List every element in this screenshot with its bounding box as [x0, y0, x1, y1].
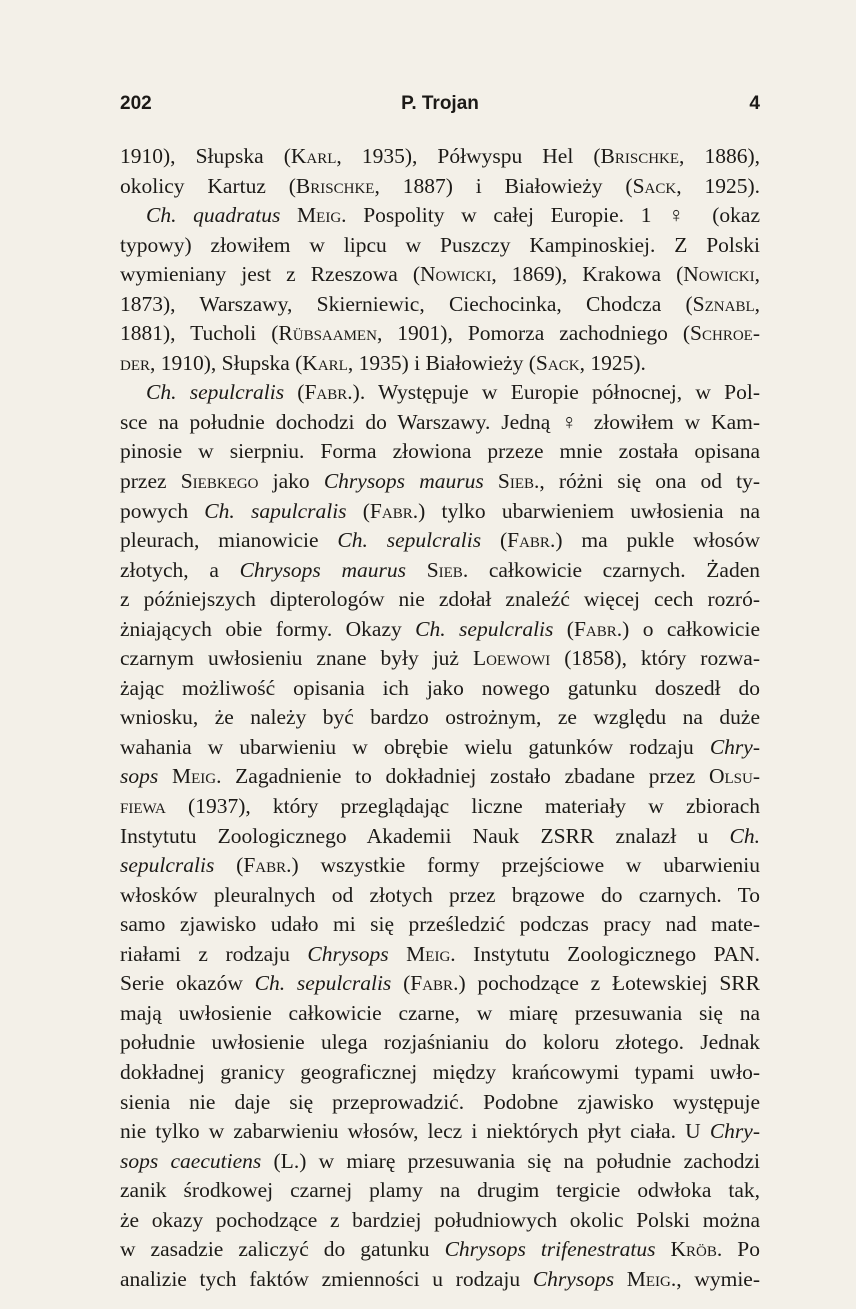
- text-span: (: [214, 853, 244, 878]
- text-span: . całkowicie czarnych. Żaden: [462, 557, 761, 582]
- page-number: 202: [120, 93, 152, 114]
- text-span: jako: [258, 469, 324, 494]
- text-span: [484, 469, 498, 493]
- text-span: , 1886),: [679, 144, 760, 168]
- italic-text: Chrysops: [532, 1266, 615, 1291]
- author-name: Rübsaamen: [278, 321, 377, 346]
- author-name: Kröb: [670, 1237, 717, 1262]
- text-span: dokładnej granicy geograficznej między krańcowymi typami uwło-: [120, 1059, 760, 1084]
- author-name: Schroe-: [690, 321, 760, 346]
- text-line: [120, 615, 760, 645]
- text-line: [120, 1235, 760, 1265]
- text-line: [120, 1058, 760, 1088]
- text-span: analizie tych faktów zmienności u rodzaju: [120, 1266, 533, 1291]
- text-span: (1937), który przeglądając liczne materiały w zbiorach: [165, 794, 760, 819]
- text-span: Instytutu Zoologicznego Akademii Nauk ZSRR znalazł u: [120, 823, 730, 848]
- text-line: [120, 1206, 760, 1236]
- text-line: [120, 969, 760, 999]
- text-line: [120, 822, 760, 852]
- text-line: [120, 378, 760, 408]
- text-span: [656, 1237, 671, 1261]
- text-span: złotych, a: [120, 557, 240, 582]
- text-line: [120, 762, 760, 792]
- text-line: [120, 644, 760, 674]
- author-name: der: [120, 350, 150, 375]
- text-span: (: [481, 528, 508, 553]
- text-span: 1910), Słupska (: [120, 144, 291, 168]
- text-line: [120, 201, 760, 231]
- text-span: pleurach, mianowicie: [120, 528, 338, 553]
- text-span: .) wszystkie formy przejściowe w ubarwieniu: [286, 853, 760, 878]
- text-span: włosków pleuralnych od złotych przez brązowe do czarnych. To: [120, 882, 760, 907]
- text-span: 1881), Tucholi (: [120, 321, 279, 346]
- text-span: zanik środkowej czarnej plamy na drugim tergicie odwłoka tak,: [120, 1178, 760, 1203]
- text-span: 1873), Warszawy, Skierniewic, Ciechocinka, Chodcza (: [120, 291, 693, 316]
- author-name: Meig: [626, 1266, 671, 1291]
- author-name: Sieb: [426, 557, 463, 582]
- author-name: Fabr: [304, 380, 348, 405]
- text-span: , 1910), Słupska (: [150, 350, 303, 375]
- text-span: . Po: [716, 1237, 760, 1262]
- italic-text: sops: [120, 764, 159, 789]
- author-name: Fabr: [573, 616, 617, 641]
- author-name: Karl: [290, 144, 337, 168]
- text-span: (: [553, 616, 574, 641]
- text-line: [120, 290, 760, 320]
- text-line: [120, 792, 760, 822]
- author-name: Fabr: [243, 853, 287, 878]
- author-name: Brischke: [600, 144, 680, 168]
- text-span: (: [346, 498, 370, 523]
- italic-text: Ch. sepulcralis: [415, 616, 554, 641]
- italic-text: sepulcralis: [120, 853, 215, 878]
- text-span: .) pochodzące z Łotewskiej SRR: [453, 971, 760, 996]
- italic-text: Chry-: [709, 1119, 760, 1144]
- text-span: . Zagadnienie to dokładniej zostało zbadane przez: [216, 764, 709, 789]
- text-span: w zasadzie zaliczyć do gatunku: [120, 1237, 445, 1262]
- text-span: (: [284, 380, 305, 405]
- text-line: [120, 408, 760, 438]
- text-span: [158, 764, 172, 788]
- text-span: wahania w ubarwieniu w obrębie wielu gatunków rodzaju: [120, 734, 710, 759]
- text-line: [120, 585, 760, 615]
- author-name: Loewowi: [472, 646, 551, 671]
- text-span: riałami z rodzaju: [120, 941, 308, 966]
- text-span: .) tylko ubarwieniem uwłosienia na: [412, 498, 760, 523]
- text-line: [120, 556, 760, 586]
- author-name: Meig: [406, 941, 451, 966]
- text-line: [120, 703, 760, 733]
- text-span: ., różni się ona od ty-: [534, 469, 760, 494]
- text-span: czarnym uwłosieniu znane były już: [120, 646, 473, 671]
- text-span: [406, 558, 427, 582]
- text-span: , 1935) i Białowieży (: [347, 350, 536, 375]
- running-header: [120, 93, 760, 121]
- text-span: z późniejszych dipterologów nie zdołał znaleźć więcej cech rozró-: [120, 587, 760, 612]
- text-line: [120, 260, 760, 290]
- author-name: Nowicki: [683, 262, 755, 287]
- text-span: przez: [120, 469, 181, 494]
- text-line: [120, 172, 760, 202]
- text-line: [120, 940, 760, 970]
- text-span: , 1925).: [676, 173, 760, 198]
- text-span: (: [391, 971, 411, 996]
- text-line: [120, 497, 760, 527]
- text-span: , 1869), Krakowa (: [491, 262, 684, 287]
- italic-text: Ch.: [729, 823, 760, 848]
- text-line: [120, 881, 760, 911]
- text-span: .) ma pukle włosów: [549, 528, 760, 553]
- text-span: mają uwłosienie całkowicie czarne, w miarę przesuwania się na: [120, 1000, 760, 1025]
- text-span: sienia nie daje się przeprowadzić. Podobne zjawisko występuje: [120, 1089, 760, 1114]
- text-line: [120, 1117, 760, 1147]
- author-name: Fabr: [507, 528, 550, 553]
- author-name: Olsu-: [708, 764, 761, 789]
- author-name: Sieb: [497, 469, 534, 494]
- text-span: wniosku, że należy być bardzo ostrożnym, ze względu na duże: [120, 705, 760, 730]
- text-span: Serie okazów: [120, 971, 255, 996]
- text-line: [120, 1028, 760, 1058]
- text-span: , 1935), Półwyspu Hel (: [336, 144, 601, 168]
- author-name: Sznabl: [692, 291, 755, 316]
- text-span: okolicy Kartuz (: [120, 173, 296, 198]
- text-span: [614, 1267, 627, 1291]
- text-line: [120, 1176, 760, 1206]
- text-span: samo zjawisko udało mi się prześledzić podczas pracy nad mate-: [120, 912, 760, 937]
- text-span: , 1901), Pomorza zachodniego (: [376, 321, 691, 346]
- text-span: powych: [120, 498, 205, 523]
- text-line: [120, 733, 760, 763]
- author-name: Sack: [632, 173, 677, 198]
- italic-text: Ch. quadratus: [146, 203, 281, 228]
- author-name: Meig: [171, 764, 217, 789]
- text-span: że okazy pochodzące z bardziej południowych okolic Polski można: [120, 1207, 760, 1232]
- text-span: [389, 942, 407, 966]
- text-span: . Instytutu Zoologicznego PAN.: [450, 941, 760, 966]
- text-span: ., wymie-: [670, 1266, 761, 1291]
- text-line: [120, 467, 760, 497]
- text-line: [120, 231, 760, 261]
- italic-text: Chrysops maurus: [323, 469, 484, 494]
- text-span: typowy) złowiłem w lipcu w Puszczy Kampinoskiej. Z Polski: [120, 232, 760, 257]
- text-span: (1858), który rozwa-: [550, 646, 760, 671]
- text-span: [280, 203, 297, 227]
- text-line: [120, 1147, 760, 1177]
- text-line: [120, 851, 760, 881]
- text-span: . Pospolity w całej Europie. 1 ♀ (okaz: [341, 203, 760, 228]
- text-line: [120, 349, 760, 379]
- author-name: fiewa: [120, 794, 166, 819]
- author-name: Nowicki: [420, 262, 492, 287]
- author-name: Sack: [535, 350, 580, 375]
- author-name: Fabr: [369, 498, 413, 523]
- text-span: ,: [754, 262, 760, 287]
- text-span: ,: [754, 291, 760, 316]
- text-span: sce na południe dochodzi do Warszawy. Jedną ♀ złowiłem w Kam-: [120, 409, 760, 434]
- italic-text: Chrysops trifenestratus: [444, 1237, 656, 1262]
- text-span: , 1925).: [579, 350, 646, 375]
- italic-text: sops caecutiens: [120, 1148, 262, 1173]
- author-name: Brischke: [295, 173, 375, 198]
- text-line: [120, 142, 760, 172]
- italic-text: Chrysops maurus: [239, 557, 406, 582]
- author-name: Fabr: [410, 971, 454, 996]
- author-name: Siebkego: [180, 469, 259, 494]
- author-name: Karl: [302, 350, 348, 375]
- italic-text: Chrysops: [307, 941, 389, 966]
- text-span: południe uwłosienie ulega rozjaśnianiu do koloru złotego. Jednak: [120, 1030, 760, 1055]
- italic-text: Chry-: [709, 734, 760, 759]
- text-span: .) o całkowicie: [616, 616, 760, 641]
- text-span: (L.) w miarę przesuwania się na południe zachodzi: [261, 1148, 760, 1173]
- text-span: żając możliwość opisania ich jako nowego gatunku doszedł do: [120, 675, 760, 700]
- italic-text: Ch. sepulcralis: [337, 528, 482, 553]
- body-text: [120, 142, 760, 1294]
- text-line: [120, 526, 760, 556]
- text-span: .). Występuje w Europie północnej, w Pol-: [347, 380, 760, 405]
- running-author: P. Trojan: [401, 93, 479, 114]
- section-number: 4: [749, 93, 760, 114]
- text-line: [120, 1265, 760, 1295]
- italic-text: Ch. sapulcralis: [204, 498, 347, 523]
- text-line: [120, 1088, 760, 1118]
- italic-text: Ch. sepulcralis: [146, 380, 285, 405]
- text-span: wymieniany jest z Rzeszowa (: [120, 262, 421, 287]
- text-span: , 1887) i Białowieży (: [374, 173, 633, 198]
- text-line: [120, 999, 760, 1029]
- text-span: pinosie w sierpniu. Forma złowiona przeze mnie została opisana: [120, 439, 760, 464]
- italic-text: Ch. sepulcralis: [254, 971, 392, 996]
- text-line: [120, 437, 760, 467]
- author-name: Meig: [297, 203, 342, 228]
- text-line: [120, 910, 760, 940]
- text-span: żniających obie formy. Okazy: [120, 616, 416, 641]
- text-line: [120, 319, 760, 349]
- text-line: [120, 674, 760, 704]
- text-span: nie tylko w zabarwieniu włosów, lecz i niektórych płyt ciała. U: [120, 1119, 710, 1144]
